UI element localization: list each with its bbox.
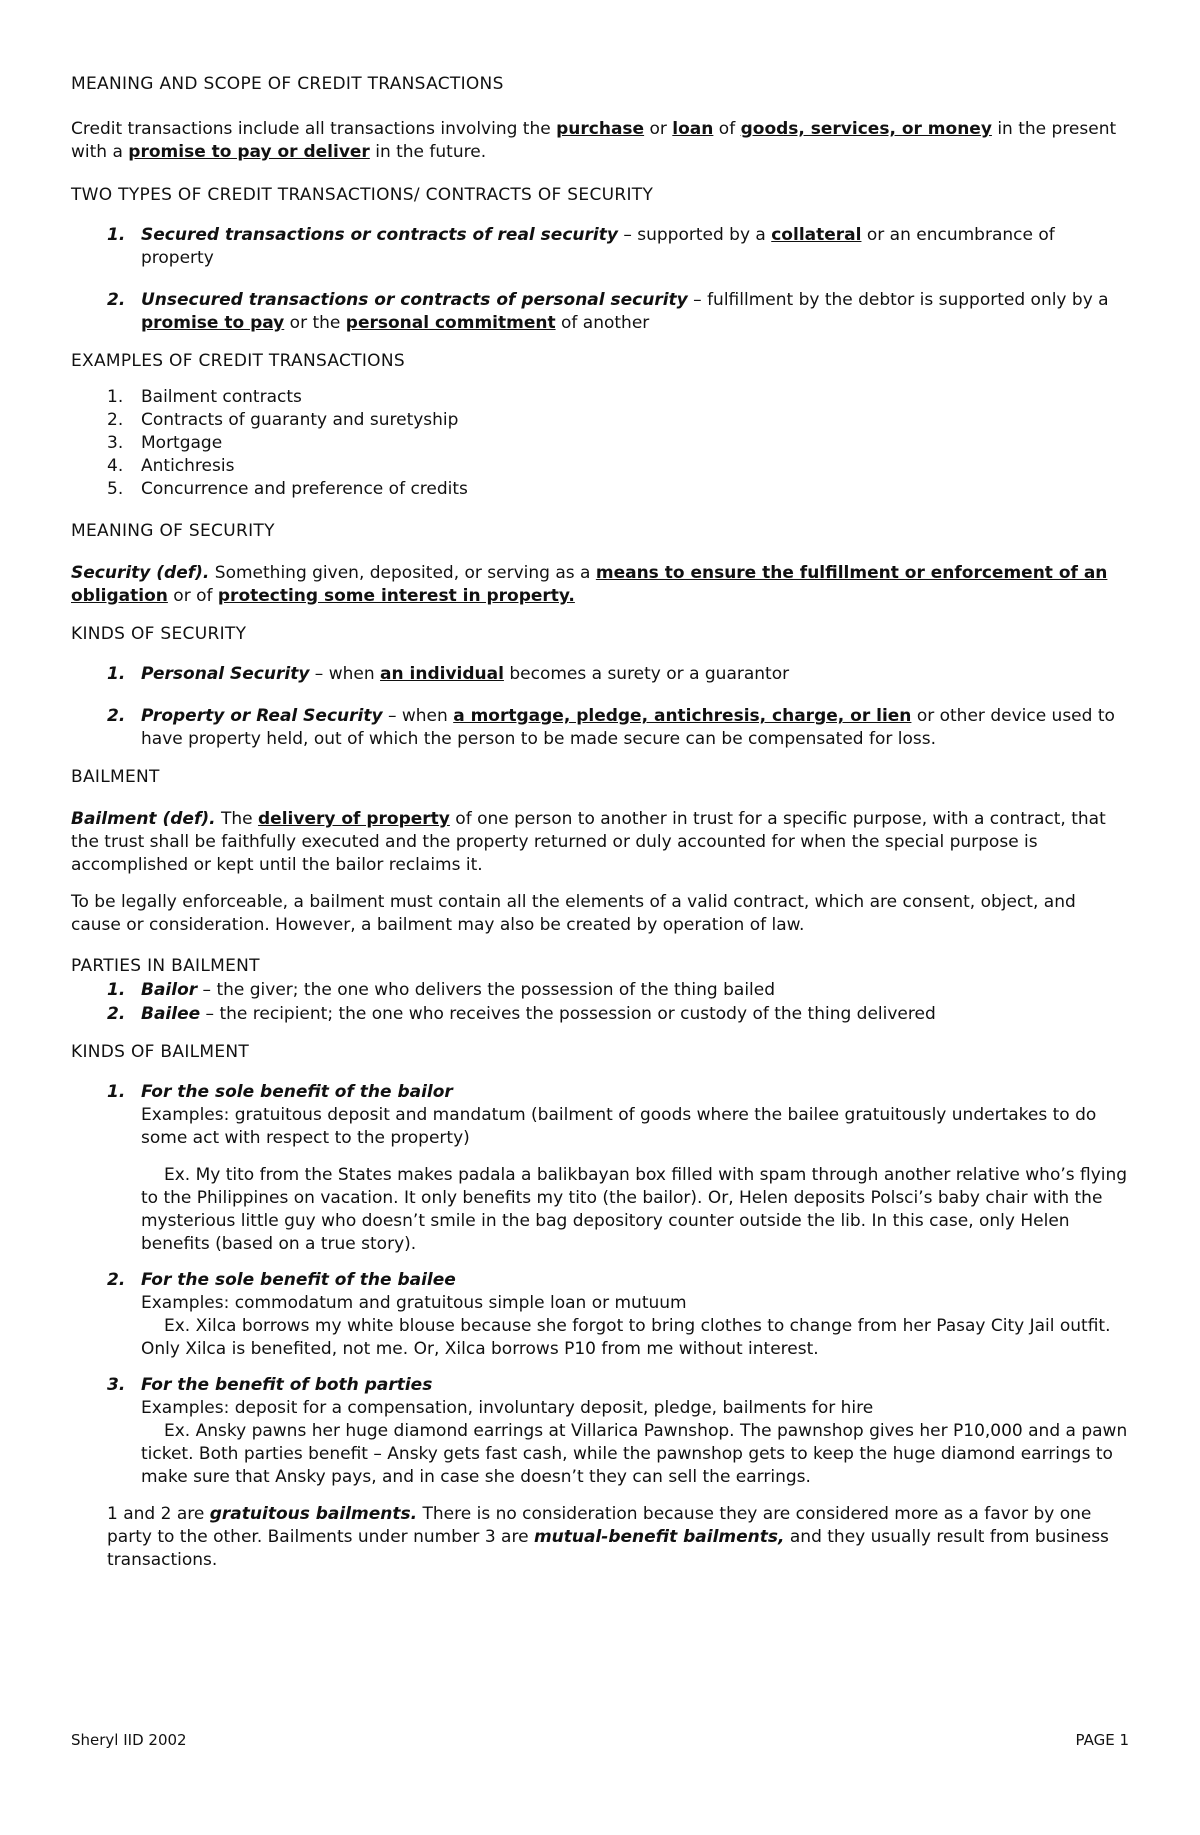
term-text: – when: [382, 706, 454, 726]
heading-meaning-scope: MEANING AND SCOPE OF CREDIT TRANSACTIONS: [71, 74, 504, 94]
intro-emphasis: loan: [672, 119, 714, 139]
list-item: [71, 1374, 1131, 1397]
closing-text: There is no consideration because they are considered more as a favor by one party to the other. Bailments under number 3 are: [107, 1504, 1092, 1547]
list-item: [71, 1081, 1131, 1104]
term-title: For the sole benefit of the bailor: [141, 1082, 453, 1102]
term-text: or an encumbrance of property: [141, 225, 1055, 268]
list-number: 2.: [107, 410, 124, 430]
definition-emphasis: delivery of property: [258, 809, 450, 829]
intro-text: or: [644, 119, 673, 139]
intro-paragraph: [71, 118, 1131, 164]
page-footer: [71, 1729, 1129, 1752]
example-text: Ex. My tito from the States makes padala a balikbayan box filled with spam through another relative who’s flying to the Philippines on vacation. It only benefits my tito (the bailor). Or, Helen deposits Polsci’s baby chair with the mysterious little guy who doesn’t smile in the bag depository counter outside the lib. In this case, only Helen benefits (based on a true story).: [141, 1165, 1128, 1254]
term-text: – fulfillment by the debtor is supported only by a: [687, 290, 1109, 310]
term-text: becomes a surety or a guarantor: [503, 664, 790, 684]
bailment-paragraph: To be legally enforceable, a bailment must contain all the elements of a valid contract, which are consent, object, and cause or consideration. However, a bailment may also be created by operation of law.: [71, 892, 1076, 935]
intro-emphasis: purchase: [556, 119, 645, 139]
term-text: or the: [284, 313, 346, 333]
list-text: Antichresis: [141, 456, 235, 476]
bailment-kind: [71, 1269, 1131, 1361]
term-emphasis: collateral: [771, 225, 862, 245]
heading-examples: EXAMPLES OF CREDIT TRANSACTIONS: [71, 351, 405, 371]
term-title: Secured transactions or contracts of real security: [141, 225, 618, 245]
list-item: [71, 432, 1131, 455]
examples-text: Examples: deposit for a compensation, involuntary deposit, pledge, bailments for hire: [141, 1398, 874, 1418]
example-text: Ex. Xilca borrows my white blouse because she forgot to bring clothes to change from her Pasay City Jail outfit. Only Xilca is benefited, not me. Or, Xilca borrows P10 from me without interest.: [141, 1316, 1111, 1359]
list-number: 1.: [107, 1082, 126, 1102]
term-emphasis: a mortgage, pledge, antichresis, charge, or lien: [453, 706, 912, 726]
term-title: Personal Security: [141, 664, 310, 684]
term-title: Property or Real Security: [141, 706, 383, 726]
security-definition: [71, 562, 1131, 608]
heading-bailment: BAILMENT: [71, 767, 160, 787]
term-title: Bailee: [141, 1004, 201, 1024]
bailment-kind: [71, 1081, 1131, 1256]
heading-kinds-security: KINDS OF SECURITY: [71, 624, 247, 644]
bailment-definition: [71, 808, 1131, 877]
list-item: [71, 224, 1131, 270]
list-number: 5.: [107, 479, 124, 499]
closing-text: 1 and 2 are: [107, 1504, 210, 1524]
list-item: [71, 409, 1131, 432]
list-number: 1.: [107, 664, 126, 684]
definition-text: or of: [167, 586, 218, 606]
intro-text: of: [713, 119, 741, 139]
closing-emphasis: gratuitous bailments.: [209, 1504, 418, 1524]
term-title: For the benefit of both parties: [141, 1375, 433, 1395]
page-number: PAGE 1: [1075, 1731, 1129, 1749]
closing-paragraph: [71, 1503, 1131, 1572]
definition-text: Something given, deposited, or serving as a: [209, 563, 596, 583]
term-emphasis: personal commitment: [345, 313, 556, 333]
intro-text: Credit transactions include all transactions involving the: [71, 119, 557, 139]
closing-emphasis: mutual-benefit bailments,: [533, 1527, 785, 1547]
list-item: [71, 979, 1131, 1002]
list-item: [71, 1269, 1131, 1292]
heading-two-types: TWO TYPES OF CREDIT TRANSACTIONS/ CONTRACTS OF SECURITY: [71, 185, 654, 205]
list-number: 1.: [107, 980, 126, 1000]
list-number: 2.: [107, 1004, 126, 1024]
term-title: For the sole benefit of the bailee: [141, 1270, 456, 1290]
term-text: – the recipient; the one who receives the possession or custody of the thing delivered: [200, 1004, 936, 1024]
definition-text: The: [215, 809, 259, 829]
example-text: Ex. Ansky pawns her huge diamond earrings at Villarica Pawnshop. The pawnshop gives her P10,000 and a pawn ticket. Both parties benefit – Ansky gets fast cash, while the pawnshop gets to keep the huge diamond earrings to make sure that Ansky pays, and in case she doesn’t they can sell the earrings.: [141, 1421, 1128, 1487]
definition-term: Bailment (def).: [71, 809, 216, 829]
list-item: [71, 289, 1131, 335]
intro-emphasis: goods, services, or money: [740, 119, 992, 139]
list-number: 3.: [107, 1375, 126, 1395]
list-text: Contracts of guaranty and suretyship: [141, 410, 459, 430]
examples-list: [71, 386, 1131, 501]
term-text: of another: [555, 313, 650, 333]
intro-text: in the future.: [369, 142, 487, 162]
list-number: 3.: [107, 433, 124, 453]
definition-term: Security (def).: [71, 563, 210, 583]
list-text: Bailment contracts: [141, 387, 302, 407]
closing-text: and they usually result from business transactions.: [107, 1527, 1109, 1570]
list-item: [71, 478, 1131, 501]
list-number: 1.: [107, 225, 126, 245]
term-emphasis: promise to pay: [141, 313, 285, 333]
term-text: – the giver; the one who delivers the possession of the thing bailed: [197, 980, 776, 1000]
list-item: [71, 455, 1131, 478]
list-number: 4.: [107, 456, 124, 476]
bailment-kind: [71, 1374, 1131, 1489]
list-text: Mortgage: [141, 433, 223, 453]
term-text: – supported by a: [617, 225, 772, 245]
list-number: 2.: [107, 706, 126, 726]
examples-text: Examples: gratuitous deposit and mandatum (bailment of goods where the bailee gratuitously undertakes to do some act with respect to the property): [141, 1105, 1097, 1148]
list-item: [71, 386, 1131, 409]
footer-author: Sheryl IID 2002: [71, 1731, 187, 1749]
intro-emphasis: promise to pay or deliver: [128, 142, 370, 162]
document-body: [71, 73, 1131, 1572]
definition-text: of one person to another in trust for a specific purpose, with a contract, that the trust shall be faithfully executed and the property returned or duly accounted for when the special purpose is accomplished or kept until the bailor reclaims it.: [71, 809, 1106, 875]
intro-text: in the present with a: [71, 119, 1117, 162]
definition-emphasis: means to ensure the fulfillment or enforcement of an obligation: [71, 563, 1108, 606]
list-item: [71, 1003, 1131, 1026]
heading-meaning-security: MEANING OF SECURITY: [71, 521, 275, 541]
term-text: – when: [309, 664, 381, 684]
term-title: Unsecured transactions or contracts of personal security: [141, 290, 688, 310]
examples-text: Examples: commodatum and gratuitous simple loan or mutuum: [141, 1293, 687, 1313]
term-title: Bailor: [141, 980, 198, 1000]
term-text: or other device used to have property held, out of which the person to be made secure can be compensated for loss.: [141, 706, 1115, 749]
list-item: [71, 663, 1131, 686]
list-item: [71, 705, 1131, 751]
heading-parties: PARTIES IN BAILMENT: [71, 956, 260, 976]
term-emphasis: an individual: [380, 664, 504, 684]
list-text: Concurrence and preference of credits: [141, 479, 468, 499]
list-number: 2.: [107, 1270, 126, 1290]
list-number: 1.: [107, 387, 124, 407]
heading-kinds-bailment: KINDS OF BAILMENT: [71, 1042, 250, 1062]
list-number: 2.: [107, 290, 126, 310]
definition-emphasis: protecting some interest in property.: [217, 586, 575, 606]
